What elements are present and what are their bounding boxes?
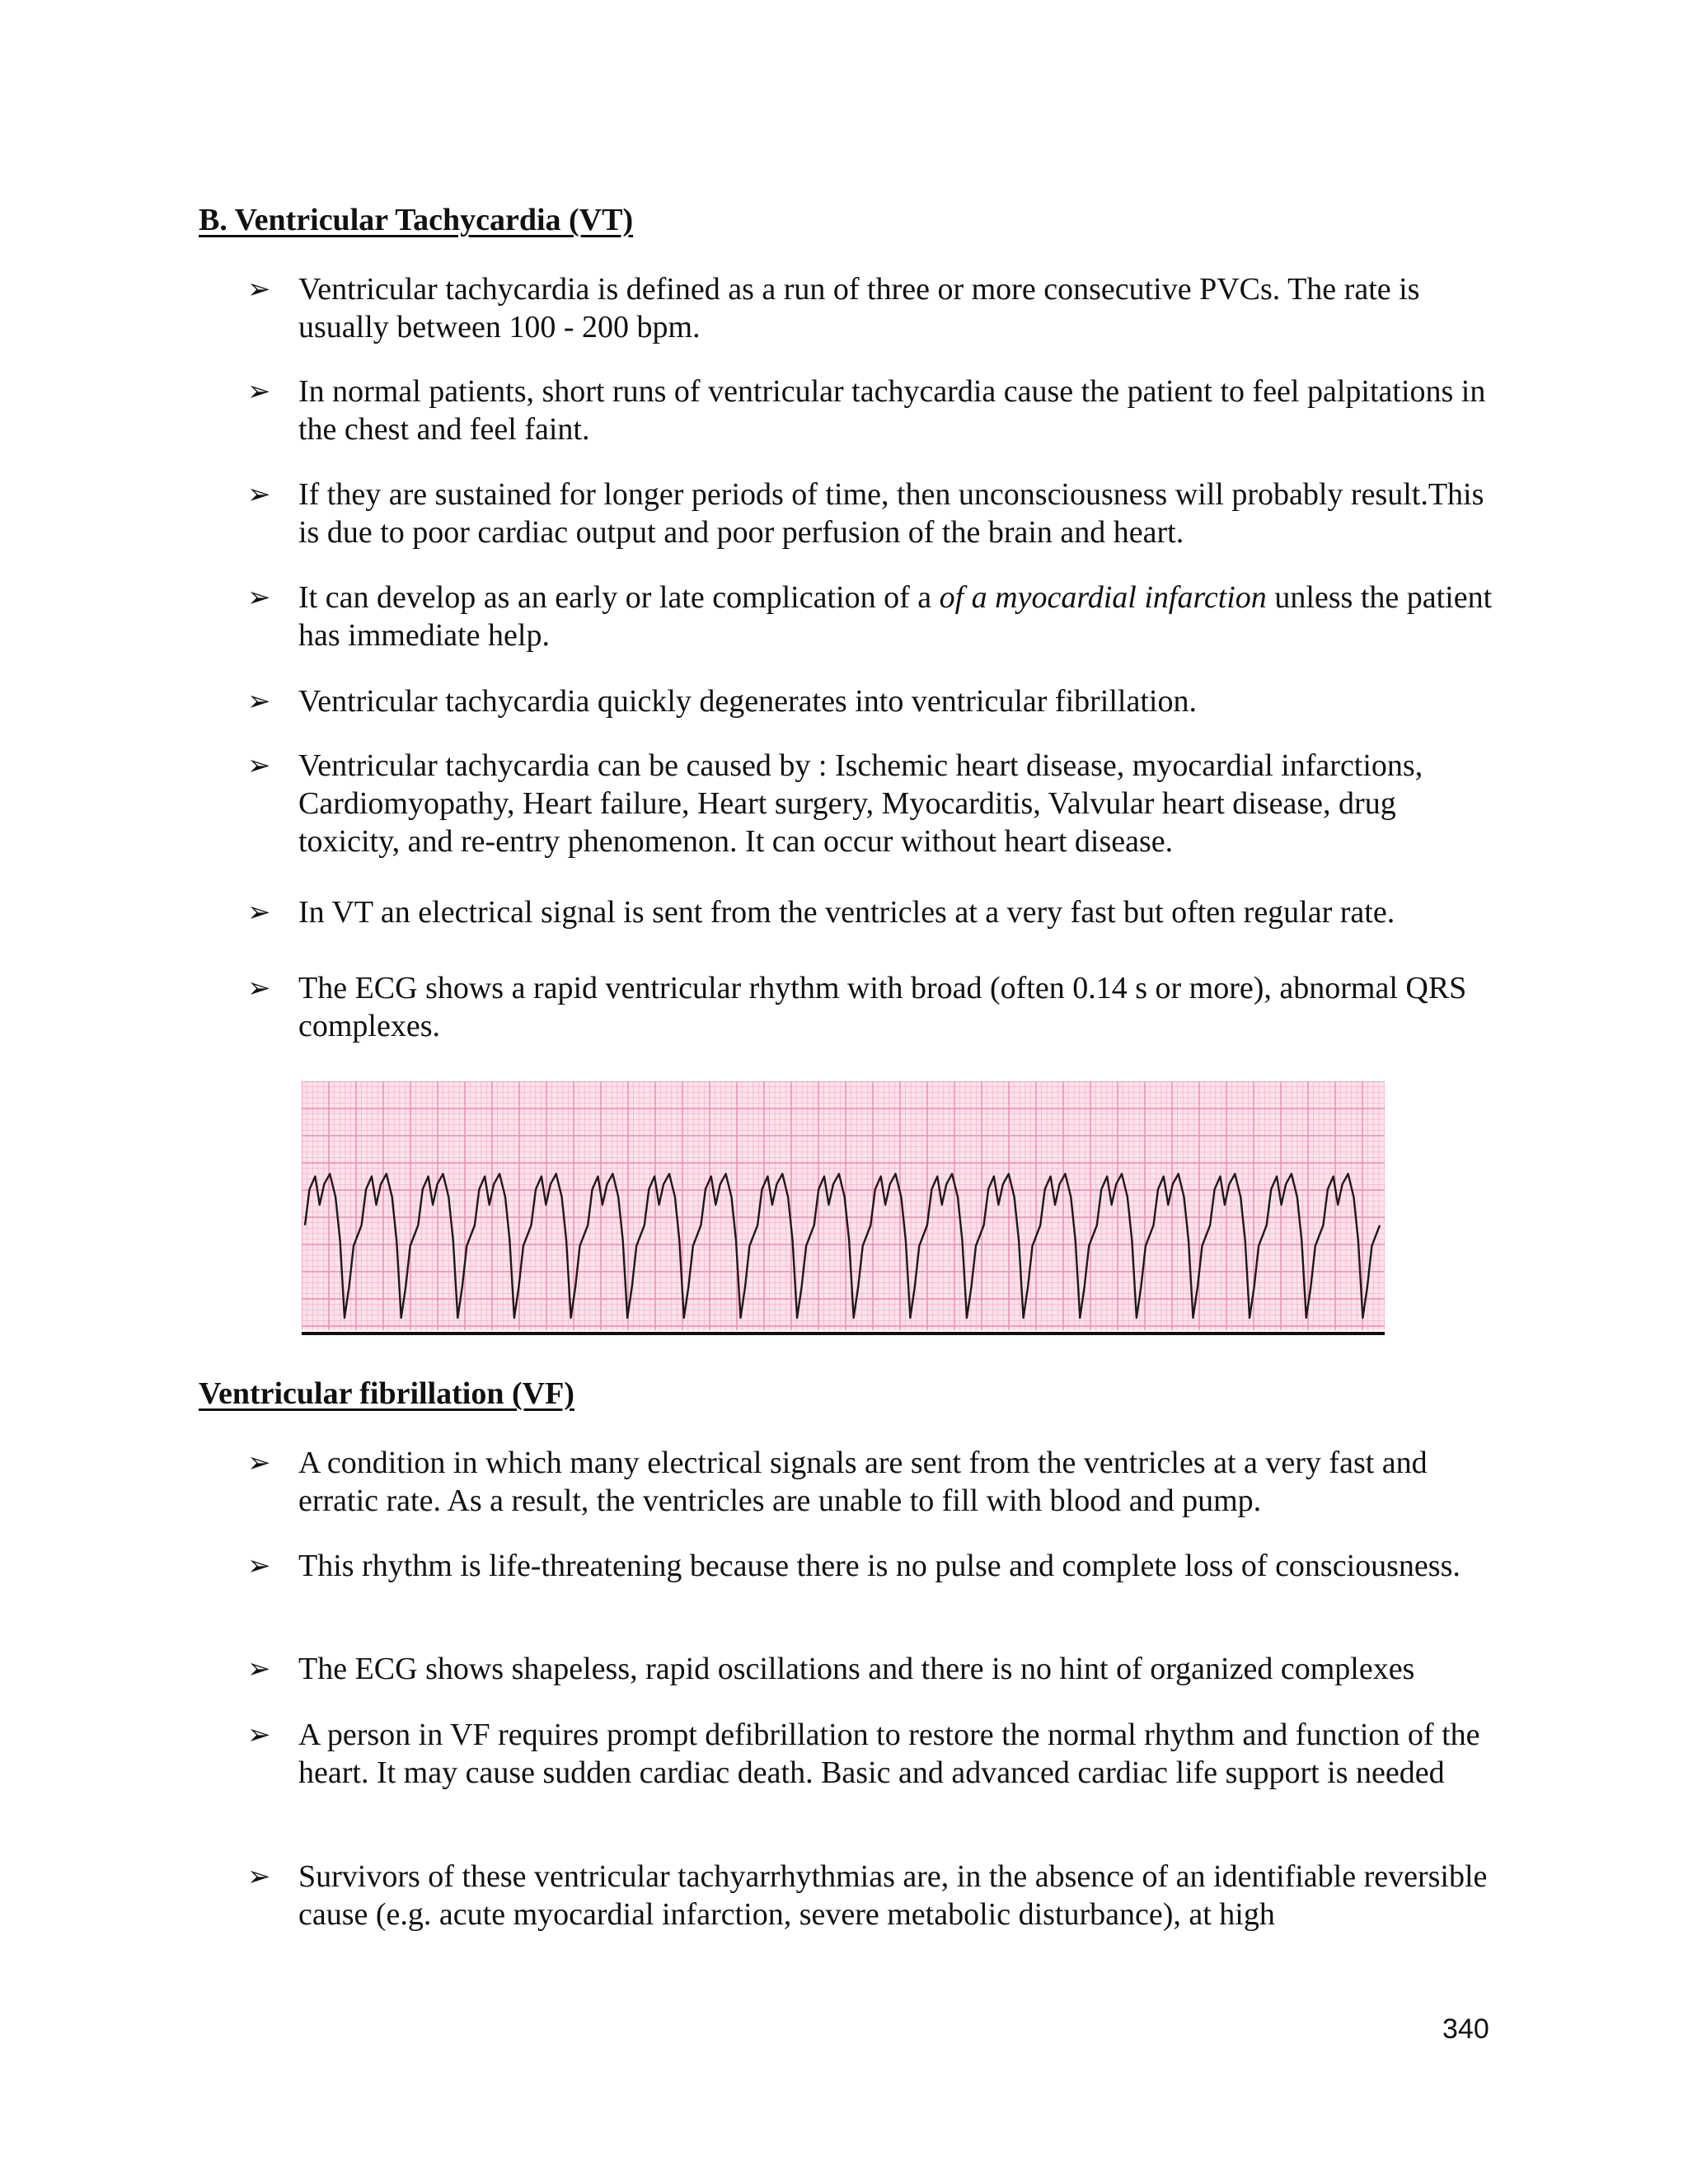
bullet-text-before: It can develop as an early or late complication of a <box>298 580 940 615</box>
bullet-text-after: unless the patient has immediate help. <box>298 580 1493 653</box>
bullet-text: In VT an electrical signal is sent from the ventricles at a very fast but often regular rate. <box>298 895 1395 930</box>
arrowhead-bullet-icon: ➢ <box>247 685 271 718</box>
arrowhead-bullet-icon: ➢ <box>247 273 271 306</box>
arrowhead-bullet-icon: ➢ <box>247 375 271 408</box>
bullet-text: The ECG shows a rapid ventricular rhythm with broad (often 0.14 s or more), abnormal QRS complexes. <box>298 971 1467 1043</box>
arrowhead-bullet-icon: ➢ <box>247 478 271 511</box>
arrowhead-bullet-icon: ➢ <box>247 1549 271 1582</box>
arrowhead-bullet-icon: ➢ <box>247 896 271 929</box>
arrowhead-bullet-icon: ➢ <box>247 1446 271 1479</box>
section-heading-ventricular-tachycardia: B. Ventricular Tachycardia (VT) <box>199 203 634 237</box>
ecg-paper <box>302 1081 1385 1330</box>
arrowhead-bullet-icon: ➢ <box>247 1718 271 1751</box>
ecg-strip-image <box>302 1081 1385 1338</box>
arrowhead-bullet-icon: ➢ <box>247 581 271 614</box>
arrowhead-bullet-icon: ➢ <box>247 972 271 1005</box>
bullet-text: The ECG shows shapeless, rapid oscillations and there is no hint of organized complexes <box>298 1652 1415 1686</box>
bullet-text: In normal patients, short runs of ventricular tachycardia cause the patient to feel palpitations in the chest and feel faint. <box>298 374 1486 447</box>
bullet-text: This rhythm is life-threatening because there is no pulse and complete loss of consciousness. <box>298 1549 1461 1583</box>
arrowhead-bullet-icon: ➢ <box>247 1652 271 1685</box>
page-number: 340 <box>1442 2013 1489 2045</box>
arrowhead-bullet-icon: ➢ <box>247 1860 271 1893</box>
bullet-text: Ventricular tachycardia is defined as a run of three or more consecutive PVCs. The rate is usually between 100 - 200 bpm. <box>298 272 1420 344</box>
bullet-text: Ventricular tachycardia quickly degenerates into ventricular fibrillation. <box>298 684 1197 719</box>
bullet-text: Survivors of these ventricular tachyarrhythmias are, in the absence of an identifiable reversible cause (e.g. acute myocardial infarction, severe metabolic disturbance), at high <box>298 1859 1488 1932</box>
bullet-text <box>298 579 1502 654</box>
bullet-text-italic: of a myocardial infarction <box>939 580 1267 615</box>
section-heading-ventricular-fibrillation: Ventricular fibrillation (VF) <box>199 1376 574 1411</box>
bullet-text: A condition in which many electrical signals are sent from the ventricles at a very fast and erratic rate. As a result, the ventricles are unable to fill with blood and pump. <box>298 1446 1428 1518</box>
bullet-text: If they are sustained for longer periods of time, then unconsciousness will probably result.This is due to poor cardiac output and poor perfusion of the brain and heart. <box>298 477 1484 550</box>
bullet-text: A person in VF requires prompt defibrillation to restore the normal rhythm and function of the heart. It may cause sudden cardiac death. Basic and advanced cardiac life support is needed <box>298 1718 1480 1790</box>
bullet-text: Ventricular tachycardia can be caused by : Ischemic heart disease, myocardial infarctions, Cardiomyopathy, Heart failure, Heart surgery, Myocarditis, Valvular heart disease, drug toxicity, and re-entry phenomenon. It can occur without heart disease. <box>298 748 1423 859</box>
arrowhead-bullet-icon: ➢ <box>247 749 271 782</box>
ecg-strip-svg <box>302 1081 1385 1338</box>
